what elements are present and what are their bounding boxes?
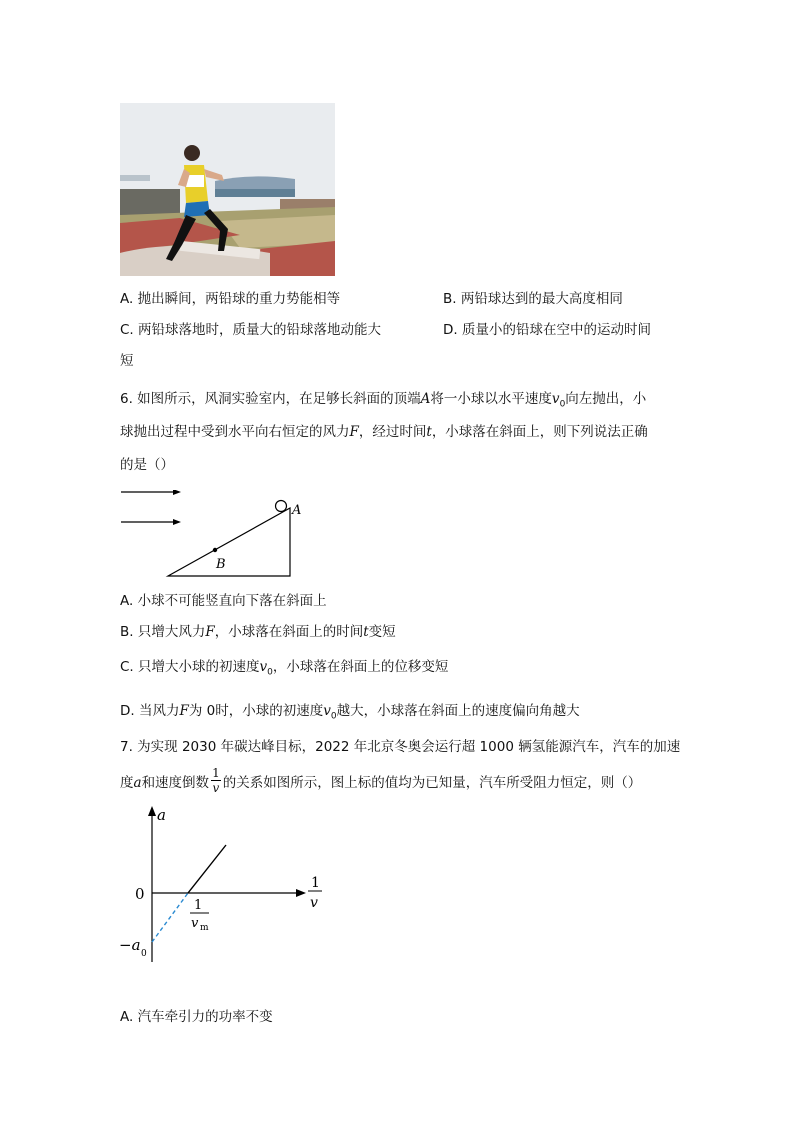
q6-option-c: C. 只增大小球的初速度$v_0$，小球落在斜面上的位移变短 [120,659,449,678]
q6-stem-line-3: 的是（） [120,457,174,473]
acceleration-vs-inverse-velocity-graph [115,805,335,970]
y-axis-label: a [157,806,166,824]
shot-put-athlete-photo [120,103,335,276]
graph-line-dashed [152,893,188,942]
x-axis [152,889,306,897]
vm-label-denominator: v [191,916,199,931]
q6-option-b: B. 只增大风力F，小球落在斜面上的时间t变短 [120,624,396,640]
q7-stem-line-1: 7. 为实现 2030 年碳达峰目标，2022 年北京冬奥会运行超 1000 辆氢能源汽车，汽车的加速 [120,739,681,755]
fraction-one-over-v: $\frac{1}{v}$ [212,766,220,795]
incline-wind-figure [115,490,315,585]
wind-arrow [121,490,181,495]
q7-stem-line-2: 度a和速度倒数 $\frac{1}{v}$ 的关系如图所示，图上标的值均为已知量，汽车所受阻力恒定，则（） [120,766,642,795]
q7-option-a: A. 汽车牵引力的功率不变 [120,1009,273,1025]
y-axis [148,806,156,962]
label-a: A [292,503,302,518]
q5-option-d-continued: 短 [120,353,134,369]
wind-arrow [121,519,181,525]
a0-label: −a [119,936,141,954]
q6-option-a: A. 小球不可能竖直向下落在斜面上 [120,593,327,609]
graph-line-solid [188,845,226,893]
ball-icon [276,501,287,512]
q5-option-c: C. 两铅球落地时，质量大的铅球落地动能大 [120,322,382,338]
q5-option-d: D. 质量小的铅球在空中的运动时间 [443,322,651,338]
q5-option-a: A. 抛出瞬间，两铅球的重力势能相等 [120,291,341,307]
vm-label-subscript: m [200,923,209,933]
label-b: B [216,557,226,572]
q6-stem-line-1: 6. 如图所示，风洞实验室内，在足够长斜面的顶端A将一小球以水平速度$v_0$向左抛出，小 [120,391,647,410]
x-axis-label-denominator: v [310,895,318,911]
a0-label-subscript: 0 [141,949,147,959]
q6-stem-line-2: 球抛出过程中受到水平向右恒定的风力F，经过时间t，小球落在斜面上，则下列说法正确 [120,424,648,440]
incline-triangle [168,508,290,576]
origin-label: 0 [135,885,145,903]
point-b-marker [213,548,217,552]
x-axis-label-numerator: 1 [311,875,320,891]
q5-option-b: B. 两铅球达到的最大高度相同 [443,291,623,307]
vm-label-numerator: 1 [194,898,203,913]
q6-option-d: D. 当风力F为 0时，小球的初速度$v_0$越大，小球落在斜面上的速度偏向角越大 [120,703,580,722]
